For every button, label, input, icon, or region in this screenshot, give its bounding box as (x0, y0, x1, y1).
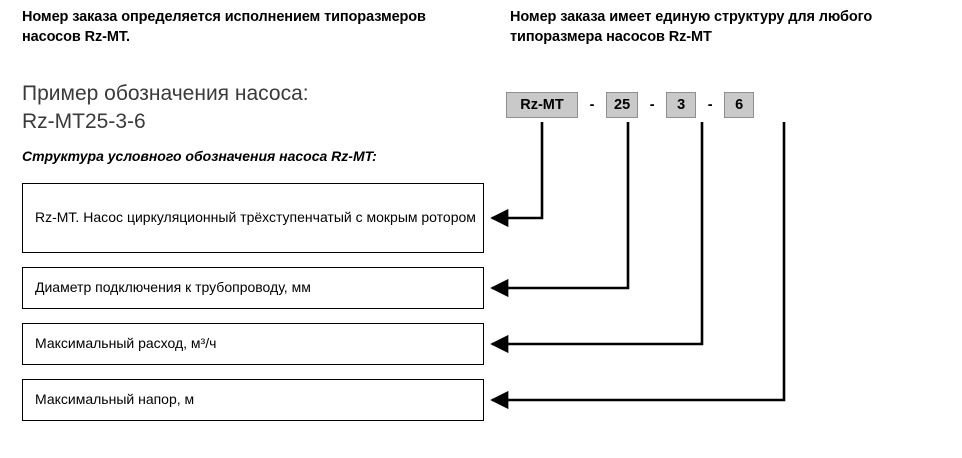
code-separator-2: - (649, 97, 655, 113)
example-heading (22, 80, 472, 137)
code-chip-flow[interactable]: 3 (666, 92, 696, 118)
description-box-flow: Максимальный расход, м³/ч (22, 323, 484, 365)
description-box-series: Rz-MT. Насос циркуляционный трёхступенчатый с мокрым ротором (22, 183, 484, 253)
example-heading-line1: Пример обозначения насоса: (22, 82, 309, 105)
description-box-head: Максимальный напор, м (22, 379, 484, 421)
code-separator-3: - (707, 97, 713, 113)
code-chip-diameter[interactable]: 25 (606, 92, 638, 118)
intro-paragraph-right: Номер заказа имеет единую структуру для любого типоразмера насосов Rz-MT (510, 9, 873, 45)
code-chip-series[interactable]: Rz-MT (506, 92, 578, 118)
intro-paragraph-left: Номер заказа определяется исполнением типоразмеров насосов Rz-MT. (22, 9, 426, 45)
example-heading-line2: Rz-MT25-3-6 (22, 110, 146, 134)
order-code-row (506, 92, 754, 118)
structure-caption: Структура условного обозначения насоса Rz-MT: (22, 148, 377, 164)
description-box-diameter: Диаметр подключения к трубопроводу, мм (22, 267, 484, 309)
code-separator-1: - (589, 97, 595, 113)
code-chip-head[interactable]: 6 (724, 92, 754, 118)
